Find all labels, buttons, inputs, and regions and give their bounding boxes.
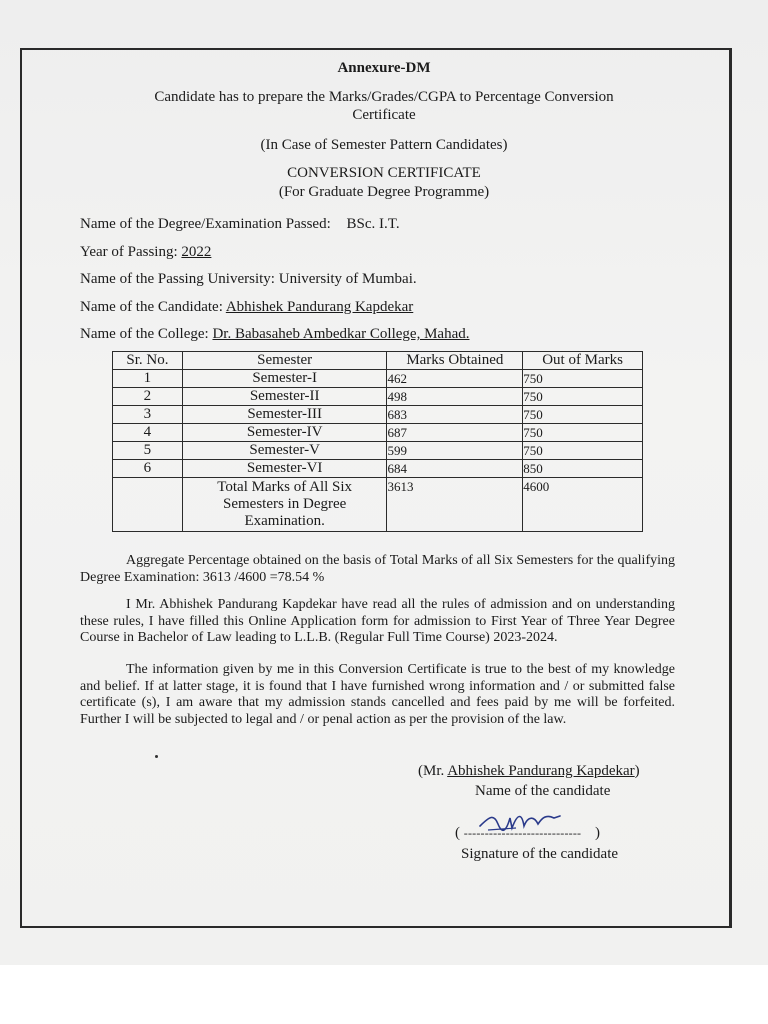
annexure-heading: Annexure-DM	[337, 60, 431, 76]
cell-total-out: 4600	[523, 478, 643, 532]
degree-label: Name of the Degree/Examination Passed:	[80, 216, 331, 232]
college-row	[80, 326, 469, 343]
cell-semester: Semester-V	[182, 442, 387, 460]
cell-out: 750	[523, 442, 643, 460]
header-sr-no: Sr. No.	[113, 352, 183, 370]
year-row	[80, 244, 211, 261]
cell-marks: 687	[387, 424, 523, 442]
cell-sr: 6	[113, 460, 183, 478]
cell-semester: Semester-IV	[182, 424, 387, 442]
university-value: University of Mumbai.	[278, 271, 417, 287]
signature-candidate-name: Abhishek Pandurang Kapdekar	[447, 763, 635, 779]
cell-out: 750	[523, 388, 643, 406]
cell-marks: 498	[387, 388, 523, 406]
cell-marks: 683	[387, 406, 523, 424]
name-caption: Name of the candidate	[475, 783, 611, 799]
cell-total-label	[182, 478, 387, 532]
table-header-row	[113, 352, 643, 370]
candidate-value: Abhishek Pandurang Kapdekar	[225, 299, 414, 315]
cell-sr: 3	[113, 406, 183, 424]
cell-sr-empty	[113, 478, 183, 532]
cell-sr: 5	[113, 442, 183, 460]
year-value: 2022	[181, 244, 212, 260]
cell-sr: 2	[113, 388, 183, 406]
table-row	[113, 370, 643, 388]
table-total-row	[113, 478, 643, 532]
page-margin	[0, 965, 768, 1024]
candidate-name-line	[418, 763, 640, 780]
cell-sr: 4	[113, 424, 183, 442]
college-value: Dr. Babasaheb Ambedkar College, Mahad.	[212, 326, 470, 342]
instruction-line-1: Candidate has to prepare the Marks/Grades/CGPA to Percentage Conversion	[154, 89, 614, 105]
cell-marks: 462	[387, 370, 523, 388]
certificate-subtitle: (For Graduate Degree Programme)	[278, 184, 490, 200]
instruction-line-2: Certificate	[352, 107, 416, 123]
table-row	[113, 442, 643, 460]
cell-semester: Semester-I	[182, 370, 387, 388]
cell-semester: Semester-II	[182, 388, 387, 406]
ink-dot	[155, 755, 158, 758]
cell-total-marks: 3613	[387, 478, 523, 532]
table-row	[113, 406, 643, 424]
college-label: Name of the College:	[80, 326, 209, 342]
header-semester: Semester	[182, 352, 387, 370]
cell-out: 750	[523, 424, 643, 442]
header-out-of-marks: Out of Marks	[523, 352, 643, 370]
university-row	[80, 271, 417, 288]
declaration-paragraph-2: The information given by me in this Conversion Certificate is true to the best of my knowledge and belief. If at latter stage, it is found that I have furnished wrong information and / or submitted false certificate (s), I am aware that my admission stands cancelled and fees paid by me will be forfeited. Further I will be subjected to legal and / or penal action as per the provision of the law.	[80, 662, 675, 727]
cell-out: 750	[523, 406, 643, 424]
cell-semester: Semester-VI	[182, 460, 387, 478]
signature-caption: Signature of the candidate	[461, 846, 619, 862]
cell-out: 750	[523, 370, 643, 388]
marks-table	[112, 351, 643, 532]
table-row	[113, 424, 643, 442]
degree-row	[80, 216, 400, 233]
cell-out: 850	[523, 460, 643, 478]
case-note: (In Case of Semester Pattern Candidates)	[260, 137, 508, 153]
sig-close-paren: )	[595, 825, 600, 841]
cell-semester: Semester-III	[182, 406, 387, 424]
degree-value: BSc. I.T.	[346, 216, 400, 232]
sig-open-paren: (	[455, 825, 460, 841]
sig-dashes: ----------------------------	[463, 826, 582, 840]
total-label-line-2: Semesters in Degree	[223, 496, 347, 512]
candidate-label: Name of the Candidate:	[80, 299, 223, 315]
table-row	[113, 460, 643, 478]
signature-line	[455, 825, 600, 842]
table-row	[113, 388, 643, 406]
cell-marks: 684	[387, 460, 523, 478]
cell-sr: 1	[113, 370, 183, 388]
total-label-line-3: Examination.	[244, 513, 325, 529]
name-prefix: (Mr.	[418, 763, 448, 779]
total-label-line-1: Total Marks of All Six	[217, 479, 353, 495]
candidate-row	[80, 299, 413, 316]
header-marks-obtained: Marks Obtained	[387, 352, 523, 370]
declaration-paragraph-1: I Mr. Abhishek Pandurang Kapdekar have read all the rules of admission and on understanding these rules, I have filled this Online Application form for admission to First Year of Three Year Degree Course in Bachelor of Law leading to L.L.B. (Regular Full Time Course) 2023-2024.	[80, 597, 675, 645]
university-label: Name of the Passing University:	[80, 271, 275, 287]
cell-marks: 599	[387, 442, 523, 460]
aggregate-paragraph: Aggregate Percentage obtained on the basis of Total Marks of all Six Semesters for the qualifying Degree Examination: 3613 /4600 =78.54 %	[80, 553, 675, 585]
year-label: Year of Passing:	[80, 244, 178, 260]
certificate-title: CONVERSION CERTIFICATE	[287, 165, 481, 181]
name-suffix: )	[634, 763, 640, 779]
